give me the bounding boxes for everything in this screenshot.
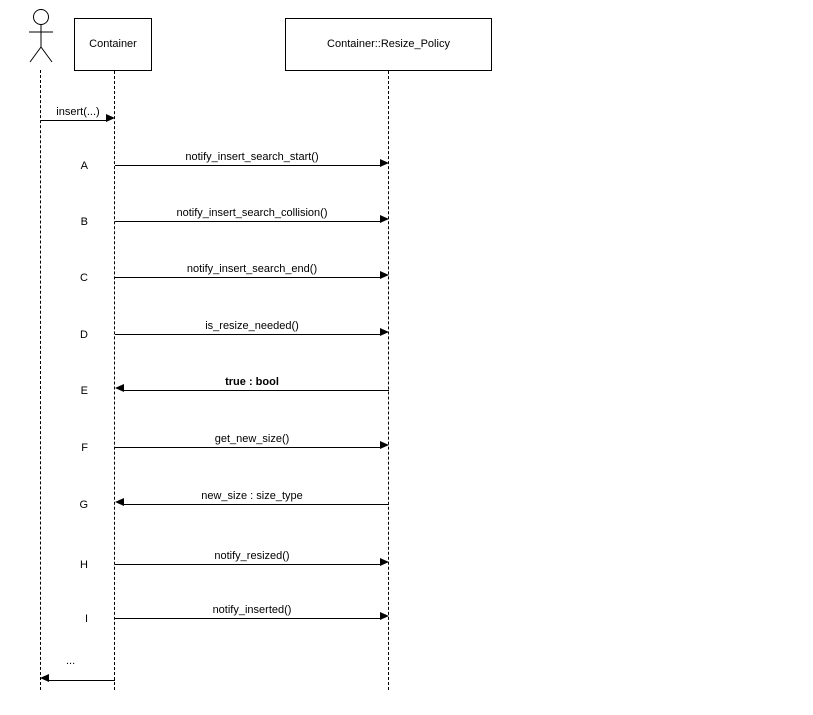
message-get-new-size: [115, 435, 389, 453]
arrow-left-icon: [115, 384, 124, 392]
message-notify-insert-search-start: [115, 153, 389, 171]
message-notify-inserted-label: notify_inserted(): [212, 604, 292, 616]
step-label-f: F: [81, 442, 88, 454]
arrow-right-icon: [380, 271, 389, 279]
message-notify-insert-search-collision: [115, 209, 389, 227]
step-label-d: D: [80, 329, 88, 341]
step-label-a: A: [80, 160, 88, 172]
message-notify-inserted: [115, 606, 389, 624]
message-is-resize-needed-label: is_resize_needed(): [205, 320, 299, 332]
message-new-size-label: new_size : size_type: [201, 490, 303, 502]
step-label-e: E: [80, 385, 88, 397]
arrow-right-icon: [380, 558, 389, 566]
message-notify-insert-search-end: [115, 265, 389, 283]
message-insert-label: insert(...): [56, 106, 100, 118]
arrow-right-icon: [380, 441, 389, 449]
message-return-to-actor: [40, 668, 115, 686]
message-true-bool-label: true : bool: [225, 376, 279, 388]
message-get-new-size-label: get_new_size(): [214, 433, 290, 445]
step-label-c: C: [80, 272, 88, 284]
message-is-resize-needed: [115, 322, 389, 340]
message-notify-insert-search-end-label: notify_insert_search_end(): [186, 263, 318, 275]
arrow-left-icon: [115, 498, 124, 506]
step-label-i: I: [84, 613, 88, 625]
arrow-right-icon: [380, 612, 389, 620]
message-notify-insert-search-start-label: notify_insert_search_start(): [185, 151, 319, 163]
arrow-right-icon: [106, 114, 115, 122]
arrow-left-icon: [40, 674, 49, 682]
message-ellipsis-label: ...: [66, 655, 76, 667]
step-label-h: H: [80, 559, 88, 571]
arrow-right-icon: [380, 328, 389, 336]
message-notify-resized-label: notify_resized(): [214, 550, 290, 562]
message-notify-insert-search-collision-label: notify_insert_search_collision(): [176, 207, 328, 219]
step-label-g: G: [79, 499, 88, 511]
arrow-right-icon: [380, 215, 389, 223]
participant-resize-policy-label: Container::Resize_Policy: [327, 37, 450, 50]
message-new-size: [115, 492, 389, 510]
message-true-bool: [115, 378, 389, 396]
participant-container-label: Container: [89, 37, 137, 50]
participant-resize-policy: [285, 18, 492, 71]
message-insert: [41, 108, 115, 126]
message-notify-resized: [115, 552, 389, 570]
participant-container: [74, 18, 152, 71]
actor-figure: [22, 8, 62, 64]
step-label-b: B: [80, 216, 88, 228]
lifeline-actor: [40, 70, 41, 690]
arrow-right-icon: [380, 159, 389, 167]
